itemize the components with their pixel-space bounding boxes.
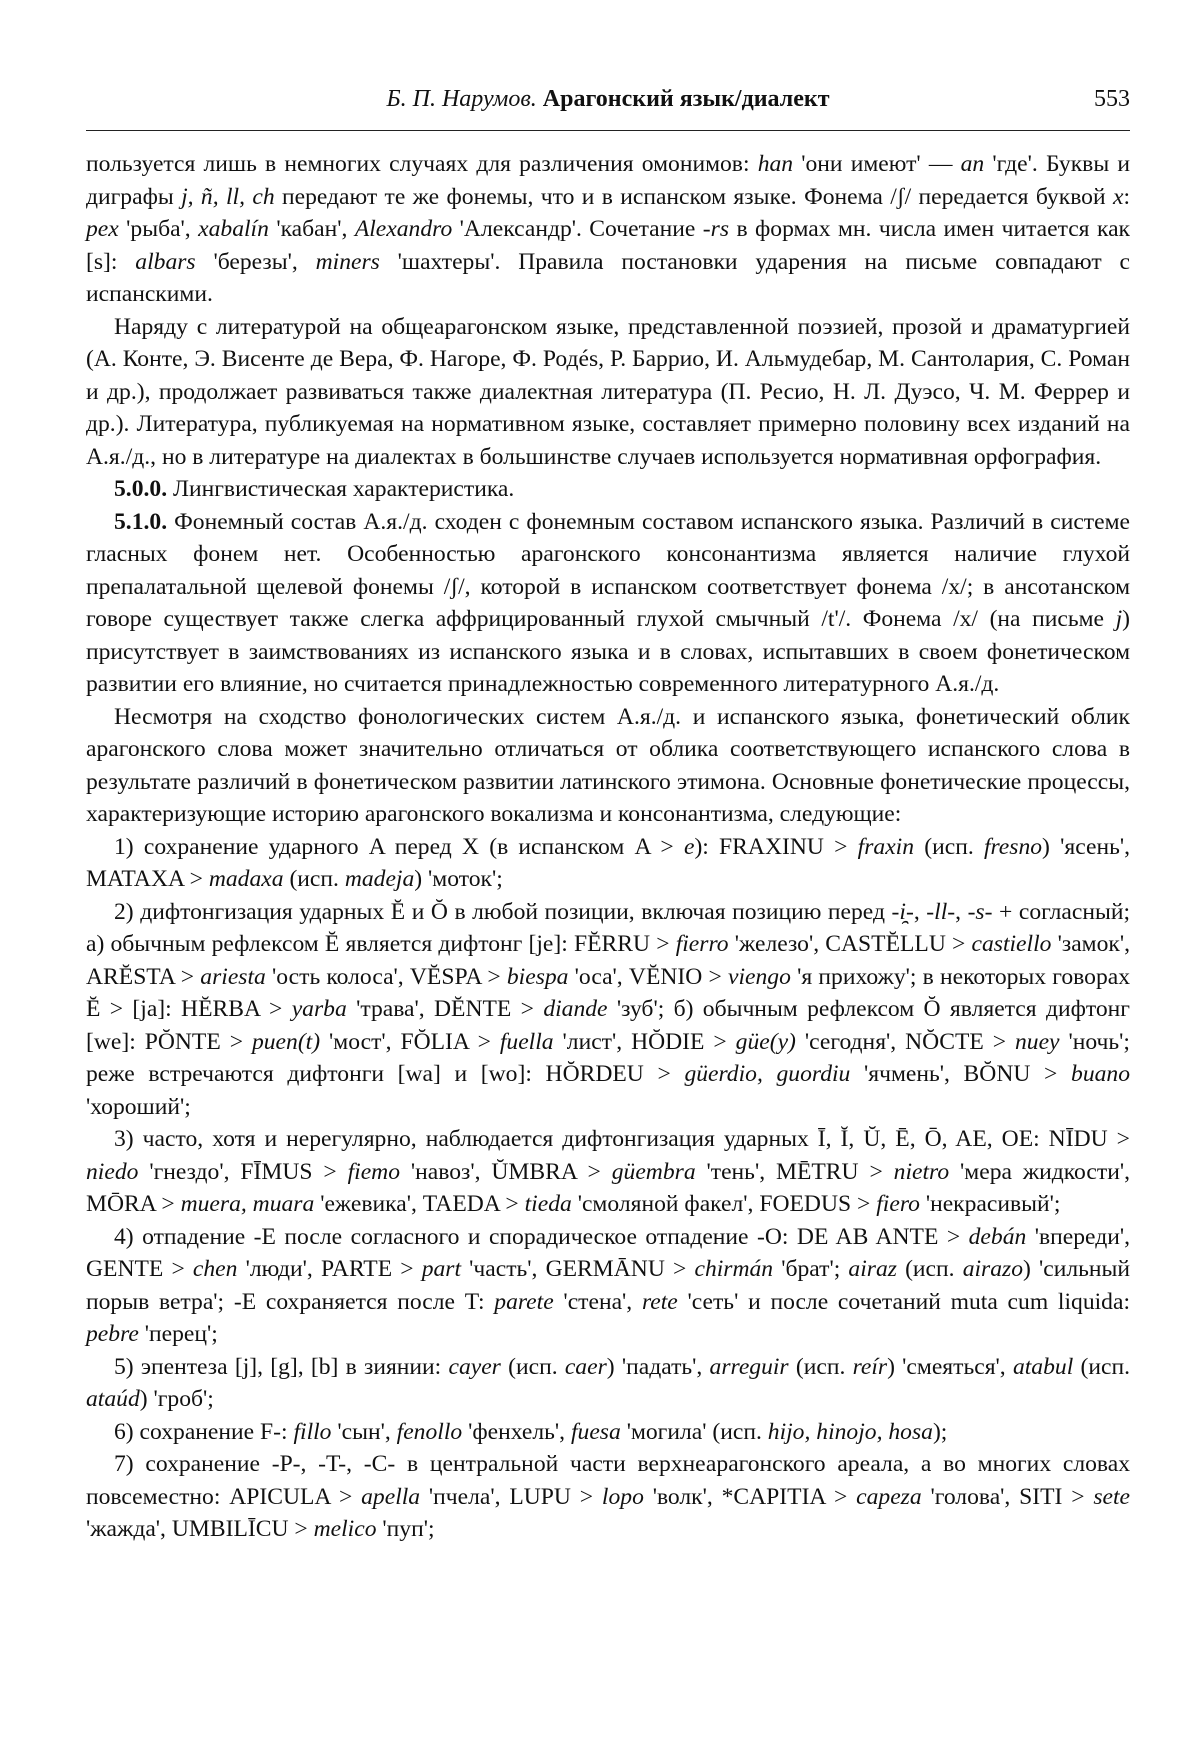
paragraph: 1) сохранение ударного A перед X (в испанском A > e): FRAXINU > fraxin (исп. fresno) 'ясень', MATAXA > madaxa (исп. madeja) 'моток'; xyxy=(86,833,1130,892)
page-number: 553 xyxy=(1094,86,1130,112)
paragraph: 5) эпентеза [j], [g], [b] в зиянии: cayer (исп. caer) 'падать', arreguir (исп. reír) 'смеяться', atabul (исп. ataúd) 'гроб'; xyxy=(86,1353,1130,1412)
header-author: Б. П. Нарумов. xyxy=(386,86,537,112)
header-article-title: Арагонский язык/диалект xyxy=(542,86,830,112)
article-body xyxy=(86,148,1130,1546)
header-title xyxy=(86,86,1130,113)
running-header xyxy=(86,86,1130,126)
paragraph: 7) сохранение -P-, -T-, -C- в центральной части верхнеарагонского ареала, а во многих словах повсеместно: APICULA > apella 'пчела', LUPU > lopo 'волк', *CAPITIA > capeza 'голова', SITI > sete 'жажда', UMBILĪCU > melico 'пуп'; xyxy=(86,1451,1131,1542)
paragraph: пользуется лишь в немногих случаях для различения омонимов: han 'они имеют' — an 'где'. Буквы и диграфы j, ñ, ll, ch передают те же фонемы, что и в испанском языке. Фонема /ʃ/ передается буквой x: pex 'рыба', xabalín 'кабан', Alexandro 'Александр'. Сочетание -rs в формах мн. числа имен читается как [s]: albars 'березы', miners 'шахтеры'. Правила постановки ударения на письме совпадают с испанскими. xyxy=(86,151,1131,307)
paragraph: 6) сохранение F-: fillo 'сын', fenollo 'фенхель', fuesa 'могила' (исп. hijo, hinojo, hosa); xyxy=(114,1418,948,1445)
paragraph: Несмотря на сходство фонологических систем А.я./д. и испанского языка, фонетический облик арагонского слова может значительно отличаться от облика соответствующего испанского слова в результате различий в фонетическом развитии латинского этимона. Основные фонетические процессы, характеризующие историю арагонского вокализма и консонантизма, следующие: xyxy=(86,703,1130,827)
paragraph: Наряду с литературой на общеарагонском языке, представленной поэзией, прозой и драматургией (А. Конте, Э. Висенте де Вера, Ф. Нагоре, Ф. Родés, Р. Баррио, И. Альмудебар, М. Сантолария, С. Роман и др.), продолжает развиваться также диалектная литература (П. Ресио, Н. Л. Дуэсо, Ч. М. Феррер и др.). Литература, публикуемая на нормативном языке, составляет примерно половину всех изданий на А.я./д., но в литературе на диалектах в большинстве случаев используется нормативная орфография. xyxy=(86,313,1130,470)
paragraph: 5.0.0. Лингвистическая характеристика. xyxy=(114,476,515,502)
paragraph: 3) часто, хотя и нерегулярно, наблюдается дифтонгизация ударных Ī, Ĭ, Ŭ, Ē, Ō, AE, OE: NĪDU > niedo 'гнездо', FĪMUS > fiemo 'навоз', ŬMBRA > güembra 'тень', MĒTRU > nietro 'мера жидкости', MŌRA > muera, muara 'ежевика', TAEDA > tieda 'смоляной факел', FOEDUS > fiero 'некрасивый'; xyxy=(86,1126,1130,1217)
paragraph: 2) дифтонгизация ударных Ĕ и Ŏ в любой позиции, включая позицию перед -i̯-, -ll-, -s- + согласный; а) обычным рефлексом Ĕ является дифтонг [je]: FĔRRU > fierro 'железо', CASTĔLLU > castiello 'замок', ARĔSTA > ariesta 'ость колоса', VĔSPA > biespa 'оса', VĔNIO > viengo 'я прихожу'; в некоторых говорах Ĕ > [ja]: HĔRBA > yarba 'трава', DĔNTE > diande 'зуб'; б) обычным рефлексом Ŏ является дифтонг [we]: PŎNTE > puen(t) 'мост', FŎLIA > fuella 'лист', HŎDIE > güe(y) 'сегодня', NŎCTE > nuey 'ночь'; реже встречаются дифтонги [wa] и [wo]: HŎRDEU > güerdio, guordiu 'ячмень', BŎNU > buano 'хороший'; xyxy=(86,898,1131,1120)
paragraph: 5.1.0. Фонемный состав А.я./д. сходен с фонемным составом испанского языка. Различий в системе гласных фонем нет. Особенностью арагонского консонантизма является наличие глухой препалатальной щелевой фонемы /ʃ/, которой в испанском соответствует фонема /x/; в ансотанском говоре существует также слегка аффрицированный глухой смычный /t'/. Фонема /x/ (на письме j) присутствует в заимствованиях из испанского языка и в словах, испытавших в своем фонетическом развитии его влияние, но считается принадлежностью современного литературного А.я./д. xyxy=(86,508,1130,697)
paragraph: 4) отпадение -E после согласного и спорадическое отпадение -O: DE AB ANTE > debán 'впереди', GENTE > chen 'люди', PARTE > part 'часть', GERMĀNU > chirmán 'брат'; airaz (исп. airazo) 'сильный порыв ветра'; -E сохраняется после T: parete 'стена', rete 'сеть' и после сочетаний muta cum liquida: pebre 'перец'; xyxy=(86,1223,1130,1347)
header-rule xyxy=(86,130,1130,131)
